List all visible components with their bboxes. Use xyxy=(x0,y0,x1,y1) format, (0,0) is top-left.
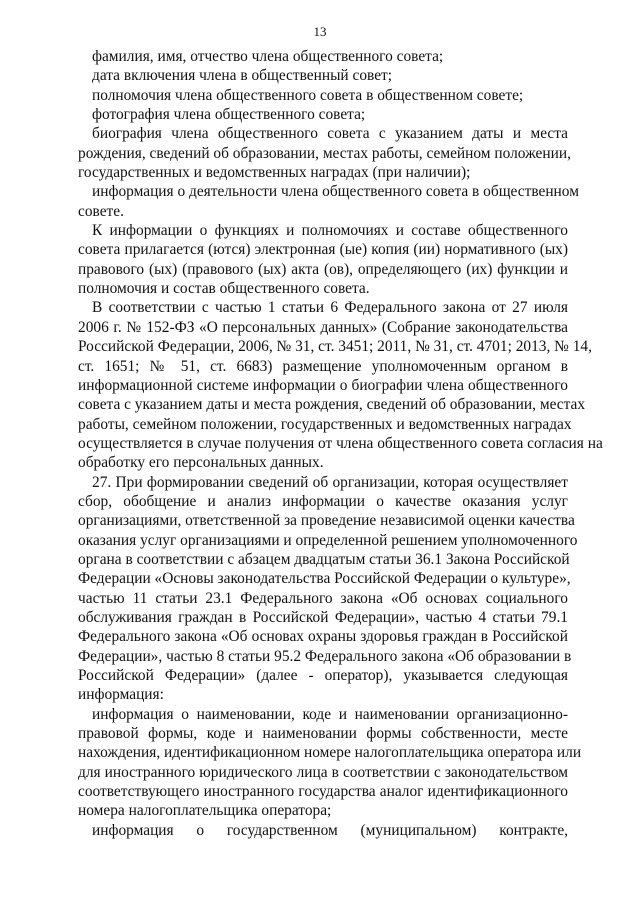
text-line: К информации о функциях и полномочиях и составе общественного xyxy=(92,222,568,240)
text-line: информация о наименовании, коде и наименовании организационно- xyxy=(92,705,568,723)
text-line: Федерации», частью 8 статьи 95.2 Федерального закона «Об образовании в xyxy=(78,647,572,665)
text-line: фамилия, имя, отчество члена общественного совета; xyxy=(92,48,444,65)
text-line: 27. При формировании сведений об организации, которая осуществляет xyxy=(92,473,568,491)
text-line: совете. xyxy=(78,202,124,220)
document-body xyxy=(78,47,603,840)
text-line: государственных и ведомственных наградах (при наличии); xyxy=(78,164,471,182)
text-line: совета с указанием даты и места рождения, сведений об образовании, местах xyxy=(78,396,586,414)
text-line: правового (ых) (правового (ых) акта (ов), определяющего (их) функции и xyxy=(78,260,568,278)
text-line: информация о государственном (муниципальном) контракте, xyxy=(92,821,568,839)
text-line: дата включения члена в общественный совет; xyxy=(92,67,393,85)
page-number: 13 xyxy=(313,24,327,39)
text-line: В соответствии с частью 1 статьи 6 Федерального закона от 27 июля xyxy=(92,299,568,317)
text-line: работы, семейном положении, государственных и ведомственных наградах xyxy=(78,415,572,433)
text-line: обработку его персональных данных. xyxy=(78,454,324,472)
text-line: полномочия и состав общественного совета. xyxy=(78,280,370,298)
text-line: Федерации «Основы законодательства Российской Федерации о культуре», xyxy=(78,570,571,588)
text-line: нахождения, идентификационном номере налогоплательщика оператора или xyxy=(78,744,582,762)
text-line: оказания услуг организациями и определенной решением уполномоченного xyxy=(78,531,578,549)
text-line: информационной системе информации о биографии члена общественного xyxy=(78,376,568,394)
text-line: ст. 1651; № 51, ст. 6683) размещение уполномоченным органом в xyxy=(78,357,568,375)
text-line: информация: xyxy=(78,686,164,704)
text-line: органа в соответствии с абзацем двадцатым статьи 36.1 Закона Российской xyxy=(78,550,570,568)
text-line: информация о деятельности члена общественного совета в общественном xyxy=(92,183,579,201)
text-line: правовой формы, коде и наименовании формы собственности, месте xyxy=(78,725,568,743)
text-line: обслуживания граждан в Российской Федерации», частью 4 статьи 79.1 xyxy=(78,608,568,626)
text-line: биография члена общественного совета с указанием даты и места xyxy=(92,125,568,143)
text-line: сбор, обобщение и анализ информации о качестве оказания услуг xyxy=(78,492,568,510)
text-line: совета прилагается (ются) электронная (ые) копия (ии) нормативного (ых) xyxy=(78,241,568,259)
text-line: номера налогоплательщика оператора; xyxy=(78,802,332,820)
text-line: соответствующего иностранного государства аналог идентификационного xyxy=(78,783,568,801)
text-line: Российской Федерации, 2006, № 31, ст. 3451; 2011, № 31, ст. 4701; 2013, № 14, xyxy=(78,338,592,356)
text-line: полномочия члена общественного совета в общественном совете; xyxy=(92,86,524,104)
text-line: для иностранного юридического лица в соответствии с законодательством xyxy=(78,763,568,781)
text-line: частью 11 статьи 23.1 Федерального закона «Об основах социального xyxy=(78,589,568,607)
text-line: осуществляется в случае получения от члена общественного совета согласия на xyxy=(78,434,603,452)
text-line: 2006 г. № 152-ФЗ «О персональных данных» (Собрание законодательства xyxy=(78,318,568,336)
text-line: Федерального закона «Об основах охраны здоровья граждан в Российской xyxy=(78,628,568,646)
text-line: фотография члена общественного совета; xyxy=(92,106,366,124)
text-line: организациями, ответственной за проведение независимой оценки качества xyxy=(78,512,575,530)
text-line: рождения, сведений об образовании, местах работы, семейном положении, xyxy=(78,144,571,162)
text-line: Российской Федерации» (далее - оператор), указывается следующая xyxy=(78,667,568,684)
